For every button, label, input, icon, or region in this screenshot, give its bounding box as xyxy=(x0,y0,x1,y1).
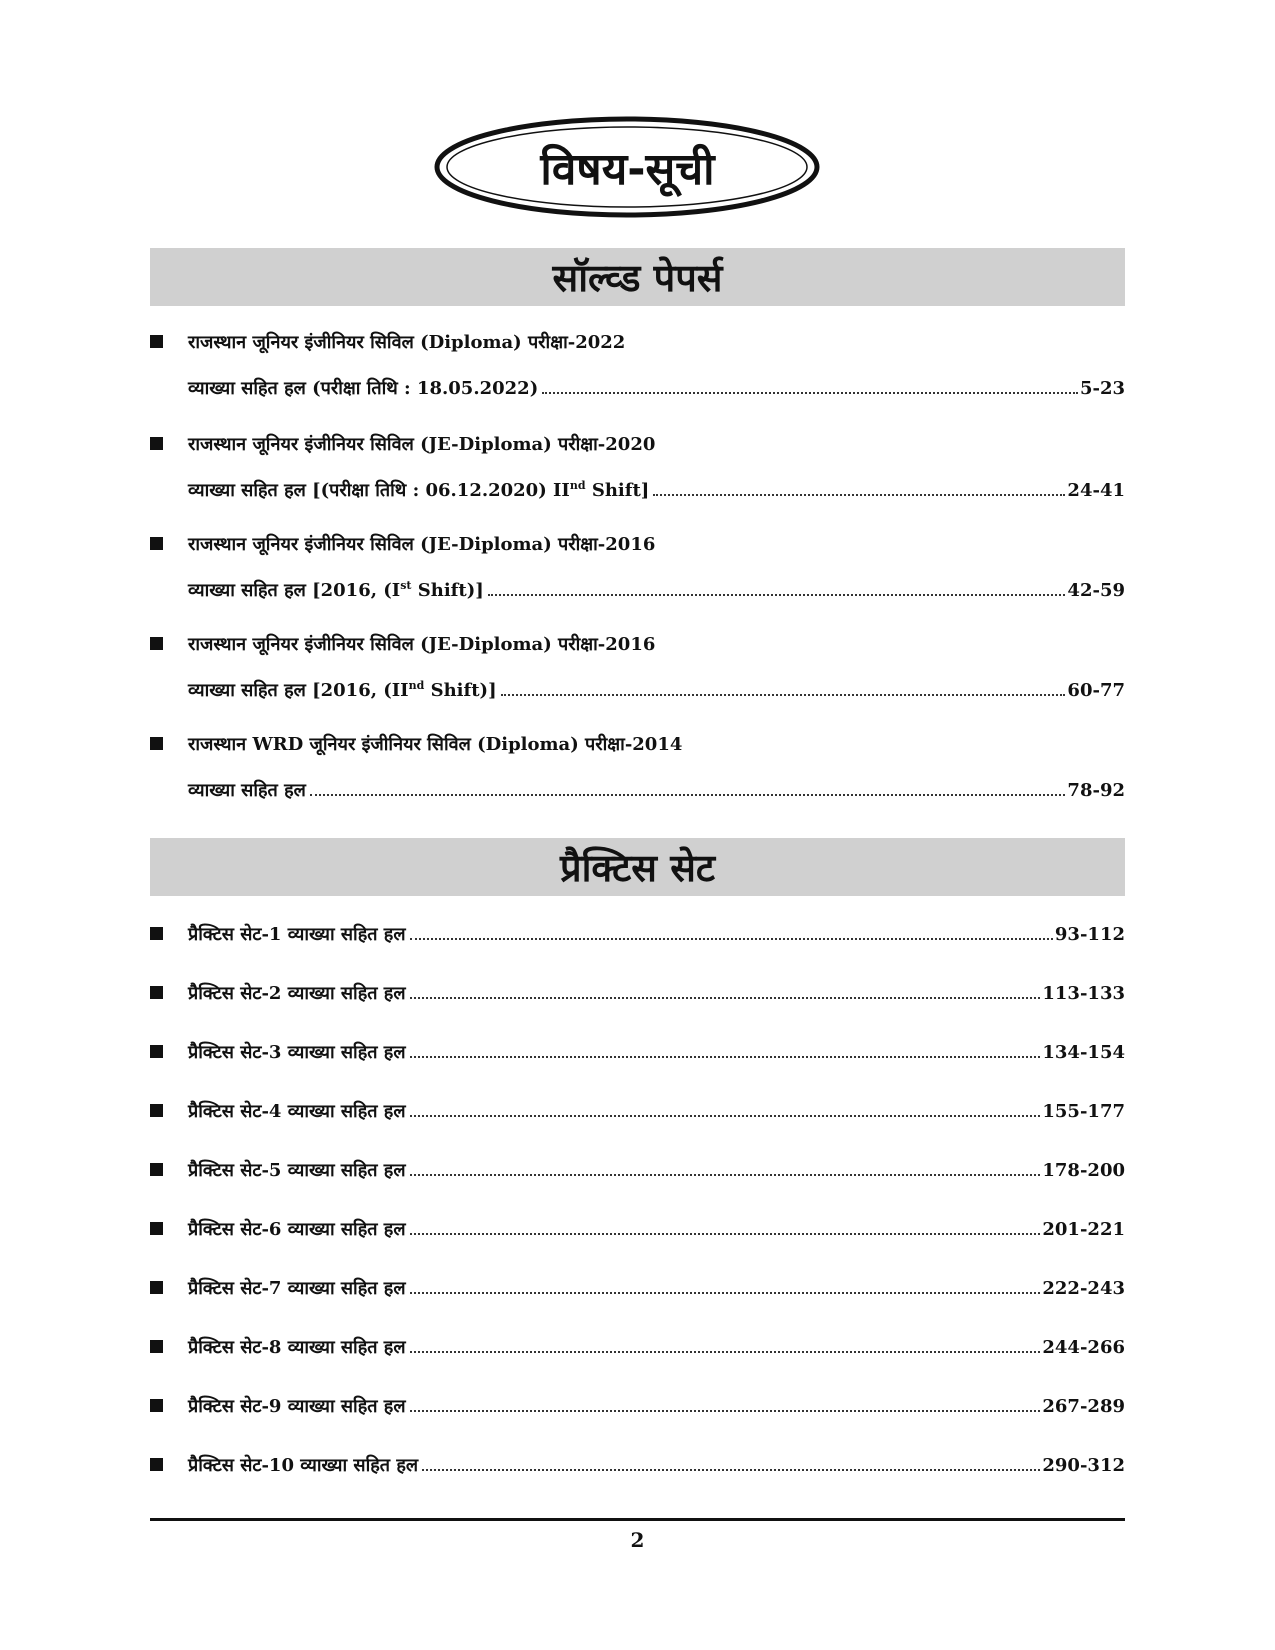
toc-entry[interactable] xyxy=(150,1040,1125,1064)
entry-subtitle: व्याख्या सहित हल [(परीक्षा तिथि : 06.12.2020) IInd Shift] xyxy=(188,479,650,501)
square-bullet-icon xyxy=(150,986,188,999)
leader-dots xyxy=(410,1410,1041,1412)
leader-dots xyxy=(310,794,1066,796)
page-number: 2 xyxy=(630,1528,645,1552)
square-bullet-icon xyxy=(150,1163,188,1176)
entry-subtitle: व्याख्या सहित हल [2016, (Ist Shift)] xyxy=(188,579,484,601)
square-bullet-icon xyxy=(150,1045,188,1058)
entry-pages: 244-266 xyxy=(1042,1337,1125,1358)
leader-dots xyxy=(653,494,1065,496)
leader-dots xyxy=(410,1292,1041,1294)
square-bullet-icon xyxy=(150,1222,188,1235)
leader-dots xyxy=(410,1115,1041,1117)
entry-pages: 24-41 xyxy=(1067,480,1125,501)
entry-pages: 42-59 xyxy=(1067,580,1125,601)
toc-entry[interactable] xyxy=(150,330,1125,400)
entry-title: राजस्थान जूनियर इंजीनियर सिविल (JE-Diploma) परीक्षा-2020 xyxy=(188,434,656,455)
entry-title: राजस्थान जूनियर इंजीनियर सिविल (Diploma) परीक्षा-2022 xyxy=(188,332,626,353)
entry-pages: 290-312 xyxy=(1042,1455,1125,1476)
leader-dots xyxy=(501,694,1066,696)
square-bullet-icon xyxy=(150,1399,188,1412)
toc-entry[interactable] xyxy=(150,1099,1125,1123)
square-bullet-icon xyxy=(150,737,188,750)
entry-subtitle: व्याख्या सहित हल (परीक्षा तिथि : 18.05.2022) xyxy=(188,378,539,399)
square-bullet-icon xyxy=(150,1340,188,1353)
toc-entry[interactable] xyxy=(150,1158,1125,1182)
square-bullet-icon xyxy=(150,437,188,450)
entry-pages: 201-221 xyxy=(1042,1219,1125,1240)
square-bullet-icon xyxy=(150,1458,188,1471)
entry-pages: 78-92 xyxy=(1067,780,1125,801)
square-bullet-icon xyxy=(150,637,188,650)
leader-dots xyxy=(410,1233,1041,1235)
entry-pages: 155-177 xyxy=(1042,1101,1125,1122)
entry-pages: 93-112 xyxy=(1054,924,1125,945)
entry-pages: 134-154 xyxy=(1042,1042,1125,1063)
entry-title: प्रैक्टिस सेट-3 व्याख्या सहित हल xyxy=(188,1042,406,1063)
contents-title-oval xyxy=(430,112,825,222)
leader-dots xyxy=(410,938,1053,940)
entry-title: राजस्थान WRD जूनियर इंजीनियर सिविल (Diploma) परीक्षा-2014 xyxy=(188,734,683,755)
leader-dots xyxy=(410,1056,1041,1058)
toc-entry[interactable] xyxy=(150,1217,1125,1241)
entry-subtitle: व्याख्या सहित हल xyxy=(188,780,306,801)
leader-dots xyxy=(422,1469,1040,1471)
entry-pages: 178-200 xyxy=(1042,1160,1125,1181)
section-heading-solved-papers: सॉल्व्ड पेपर्स xyxy=(150,248,1125,306)
leader-dots xyxy=(410,1174,1041,1176)
entry-title: प्रैक्टिस सेट-4 व्याख्या सहित हल xyxy=(188,1101,406,1122)
entry-pages: 113-133 xyxy=(1042,983,1125,1004)
square-bullet-icon xyxy=(150,537,188,550)
square-bullet-icon xyxy=(150,1104,188,1117)
entry-pages: 222-243 xyxy=(1042,1278,1125,1299)
entry-title: प्रैक्टिस सेट-1 व्याख्या सहित हल xyxy=(188,924,406,945)
toc-entry[interactable] xyxy=(150,981,1125,1005)
entry-title: प्रैक्टिस सेट-2 व्याख्या सहित हल xyxy=(188,983,406,1004)
leader-dots xyxy=(488,594,1066,596)
toc-entry[interactable] xyxy=(150,732,1125,802)
square-bullet-icon xyxy=(150,335,188,348)
entry-title: राजस्थान जूनियर इंजीनियर सिविल (JE-Diploma) परीक्षा-2016 xyxy=(188,534,656,555)
footer-rule xyxy=(150,1518,1125,1521)
toc-entry[interactable] xyxy=(150,1394,1125,1418)
toc-entry[interactable] xyxy=(150,922,1125,946)
toc-entry[interactable] xyxy=(150,432,1125,502)
entry-subtitle: व्याख्या सहित हल [2016, (IInd Shift)] xyxy=(188,679,497,701)
entry-title: प्रैक्टिस सेट-10 व्याख्या सहित हल xyxy=(188,1455,419,1476)
entry-pages: 267-289 xyxy=(1042,1396,1125,1417)
square-bullet-icon xyxy=(150,927,188,940)
leader-dots xyxy=(410,1351,1041,1353)
toc-entry[interactable] xyxy=(150,532,1125,602)
entry-pages: 5-23 xyxy=(1079,378,1125,399)
entry-title: प्रैक्टिस सेट-8 व्याख्या सहित हल xyxy=(188,1337,406,1358)
entry-pages: 60-77 xyxy=(1067,680,1125,701)
toc-entry[interactable] xyxy=(150,632,1125,702)
square-bullet-icon xyxy=(150,1281,188,1294)
page-title: विषय-सूची xyxy=(540,144,715,195)
section-heading-practice-sets: प्रैक्टिस सेट xyxy=(150,838,1125,896)
toc-entry[interactable] xyxy=(150,1453,1125,1477)
entry-title: प्रैक्टिस सेट-6 व्याख्या सहित हल xyxy=(188,1219,406,1240)
entry-title: प्रैक्टिस सेट-9 व्याख्या सहित हल xyxy=(188,1396,406,1417)
entry-title: राजस्थान जूनियर इंजीनियर सिविल (JE-Diploma) परीक्षा-2016 xyxy=(188,634,656,655)
toc-entry[interactable] xyxy=(150,1335,1125,1359)
toc-entry[interactable] xyxy=(150,1276,1125,1300)
entry-title: प्रैक्टिस सेट-5 व्याख्या सहित हल xyxy=(188,1160,406,1181)
entry-title: प्रैक्टिस सेट-7 व्याख्या सहित हल xyxy=(188,1278,406,1299)
leader-dots xyxy=(410,997,1041,999)
leader-dots xyxy=(542,392,1078,394)
